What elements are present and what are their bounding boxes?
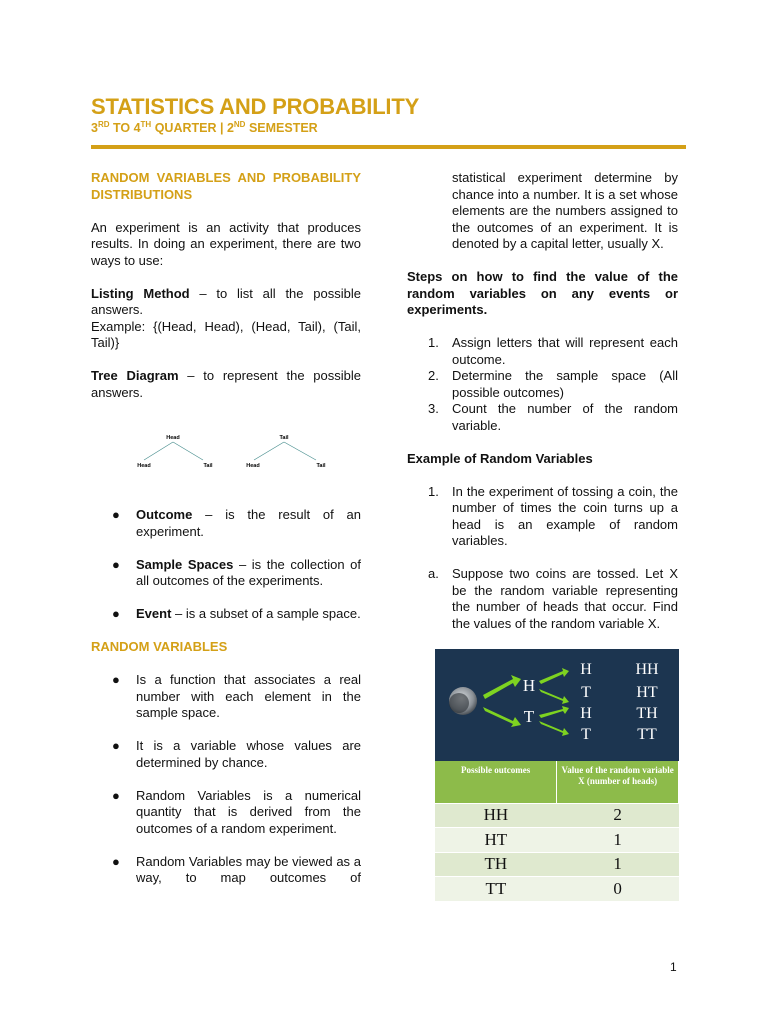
arrow-to-first-h [483,675,521,699]
list-item: ● Is a function that associates a real number with each element in the sample space. [112,672,361,720]
arrow-t-to-t [539,721,569,736]
header-divider [91,145,686,149]
tree2-root-label: Tail [279,435,289,441]
tree1-right-label: Tail [203,463,213,469]
outcome-th: TH [636,705,658,722]
arrow-t-to-h [539,706,569,718]
list-item: 3. Count the number of the random variable. [428,401,678,433]
list-item: ● Random Variables is a numerical quantity that is derived from the outcomes of a random experiment. [112,787,361,836]
list-item: 1. In the experiment of tossing a coin, the number of times the coin turns up a head is an example of random variables. [428,483,678,548]
tree1-root-label: Head [166,435,180,441]
section-heading-random-variables: RANDOM VARIABLES [91,639,228,654]
listing-method-term: Listing Method [91,285,190,301]
tree2-right-label: Tail [316,463,326,469]
coin-toss-figure [435,649,679,897]
arrow-h-to-h [539,668,569,684]
tree2-left-label: Head [246,463,260,469]
list-item: ● Random Variables may be viewed as a way, to map outcomes of [112,853,361,885]
steps-heading: Steps on how to find the value of the random variables on any events or experiments. [407,269,678,317]
first-toss-h: H [522,676,536,695]
list-item: a. Suppose two coins are tossed. Let X be the random variable representing the number of heads that occur. Find the values of the random variable X. [428,566,678,631]
example-heading: Example of Random Variables [407,450,593,466]
table-header-outcomes: Possible outcomes [435,761,557,803]
tree2-branch-right [284,442,316,460]
list-item-sample-spaces: ● Sample Spaces – is the collection of all outcomes of the experiments. [112,556,361,588]
list-item: 1. Assign letters that will represent each outcome. [428,335,678,367]
tree-diagram-paragraph: Tree Diagram – to represent the possible answers. [91,368,361,400]
table-row: HH 2 [435,803,679,828]
second-toss-t1: T [581,684,591,701]
steps-list [407,335,678,434]
outcomes-table [435,761,679,897]
example-list [407,484,678,633]
section-heading-random-variables-distributions: RANDOM VARIABLES AND PROBABILITY DISTRIBUTIONS [91,170,361,202]
list-item-event: ● Event – is a subset of a sample space. [112,606,361,621]
outcome-tt: TT [637,726,657,743]
page-subtitle: 3RD TO 4TH QUARTER | 2ND SEMESTER [91,120,318,135]
left-column [91,170,361,903]
intro-paragraph: An experiment is an activity that produces results. In doing an experiment, there are two ways to use: [91,219,361,268]
listing-example: Example: {(Head, Head), (Head, Tail), (Tail, Tail)} [91,318,361,350]
first-toss-t: T [523,707,535,726]
table-header-value: Value of the random variable X (number of heads) [557,761,679,803]
coin-tree-panel [435,649,679,761]
second-toss-h1: H [580,661,592,678]
outcome-hh: HH [635,661,659,678]
continuation-paragraph: statistical experiment determine by chance into a number. It is a set whose elements are the numbers assigned to the outcomes of an experiment. It is denoted by a capital letter, usually X. [452,170,678,251]
tree1-left-label: Head [137,463,151,469]
definitions-list [91,507,361,623]
page-number: 1 [670,960,677,974]
tree-diagram-figure [91,405,361,490]
arrow-h-to-t [539,689,569,704]
coin-shadow [449,693,469,713]
tree2-branch-left [254,442,284,460]
arrow-to-first-t [483,707,521,727]
tree-diagram-term: Tree Diagram [91,368,179,383]
tree1-branch-left [144,442,173,460]
tree1-branch-right [173,442,203,460]
page-title: STATISTICS AND PROBABILITY [91,94,420,119]
random-variables-list [91,672,361,887]
table-row: TT 0 [435,877,679,902]
listing-method-paragraph: Listing Method – to list all the possible answers. [91,285,361,317]
list-item-outcome: ● Outcome – is the result of an experiment. [112,507,361,539]
second-toss-h2: H [580,705,592,722]
list-item: ● It is a variable whose values are determined by chance. [112,738,361,770]
list-item: 2. Determine the sample space (All possible outcomes) [428,368,678,400]
table-row: HT 1 [435,828,679,853]
outcome-ht: HT [636,684,658,701]
second-toss-t2: T [581,726,591,743]
table-row: TH 1 [435,852,679,877]
right-column [407,170,678,897]
